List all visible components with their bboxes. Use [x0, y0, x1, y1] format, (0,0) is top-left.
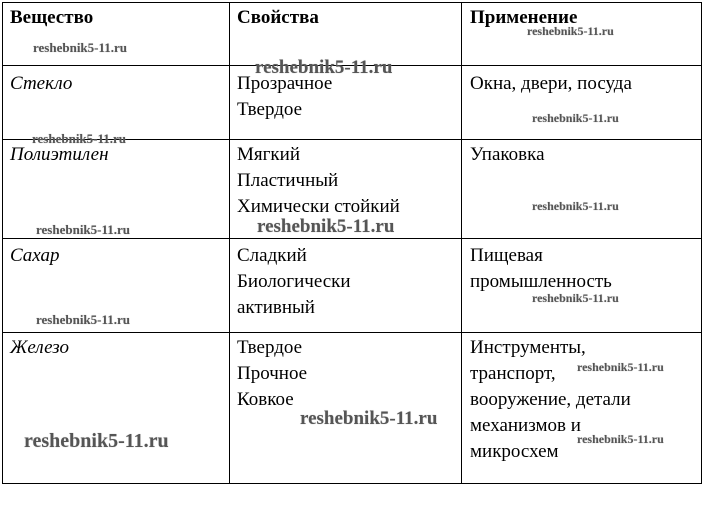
substance-cell: Сахар: [10, 245, 60, 266]
application-line: механизмов и: [470, 415, 581, 436]
application-line: Инструменты,: [470, 337, 586, 358]
substance-cell: Стекло: [10, 73, 73, 94]
property-line: Химически стойкий: [237, 196, 400, 217]
application-line: транспорт,: [470, 363, 556, 384]
property-line: Твердое: [237, 99, 303, 120]
property-line: Прочное: [237, 363, 308, 384]
properties-cell: [237, 243, 351, 321]
property-line: Сладкий: [237, 245, 307, 266]
property-line: Твердое: [237, 337, 303, 358]
watermark: reshebnik5-11.ru: [36, 312, 131, 327]
watermark: reshebnik5-11.ru: [36, 222, 131, 237]
watermark: reshebnik5-11.ru: [257, 216, 395, 237]
properties-cell: [237, 142, 400, 220]
substance-cell: Железо: [10, 337, 69, 358]
column-divider: [461, 3, 462, 483]
watermark: reshebnik5-11.ru: [532, 111, 619, 125]
column-divider: [229, 3, 230, 483]
watermark: reshebnik5-11.ru: [577, 360, 664, 374]
application-line: Окна, двери, посуда: [470, 73, 632, 94]
application-line: промышленность: [470, 271, 612, 292]
row-divider: [3, 332, 701, 333]
watermark: reshebnik5-11.ru: [532, 199, 619, 213]
watermark: reshebnik5-11.ru: [32, 131, 127, 146]
watermark: reshebnik5-11.ru: [300, 408, 438, 429]
header-application: Применение: [470, 7, 578, 28]
property-line: Биологически: [237, 271, 351, 292]
application-line: вооружение, детали: [470, 389, 631, 410]
watermark: reshebnik5-11.ru: [24, 430, 169, 452]
application-line: микросхем: [470, 441, 559, 462]
watermark: reshebnik5-11.ru: [33, 40, 128, 55]
property-line: Пластичный: [237, 170, 339, 191]
header-properties: Свойства: [237, 7, 319, 28]
application-cell: [470, 243, 612, 295]
property-line: Прозрачное: [237, 73, 333, 94]
property-line: Ковкое: [237, 389, 294, 410]
application-line: Упаковка: [470, 144, 545, 165]
watermark: reshebnik5-11.ru: [255, 57, 393, 78]
application-cell: [470, 142, 545, 168]
property-line: Мягкий: [237, 144, 300, 165]
application-line: Пищевая: [470, 245, 543, 266]
property-line: активный: [237, 297, 315, 318]
substance-cell: Полиэтилен: [10, 144, 109, 165]
watermark: reshebnik5-11.ru: [532, 291, 619, 305]
watermark: reshebnik5-11.ru: [577, 432, 664, 446]
watermark: reshebnik5-11.ru: [527, 24, 614, 38]
application-cell: [470, 71, 632, 97]
properties-cell: [237, 335, 307, 413]
header-substance: Вещество: [10, 7, 94, 28]
row-divider: [3, 238, 701, 239]
